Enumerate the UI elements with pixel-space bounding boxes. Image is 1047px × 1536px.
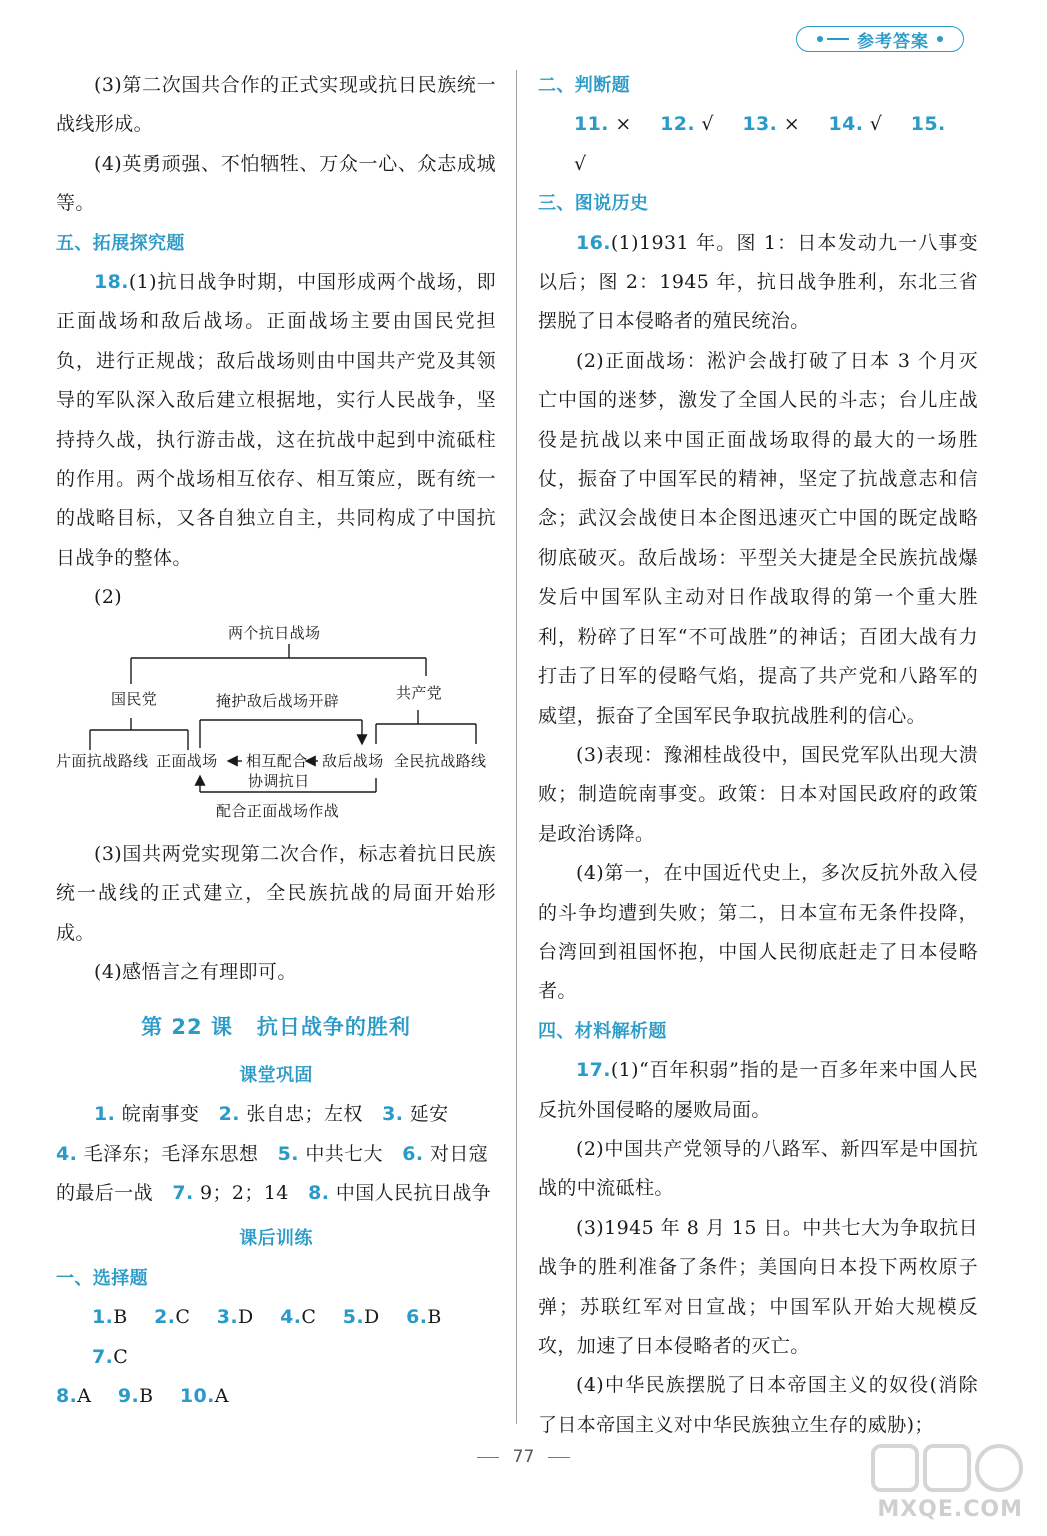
- section-heading-1: 一、选择题: [56, 1267, 148, 1289]
- choice-answer: [217, 1306, 254, 1328]
- answer-16-2: (2)正面战场：淞沪会战打破了日本 3 个月灭亡中国的迷梦，激发了全国人民的斗志；台儿庄战役是抗战以来中国正面战场取得的最大的一场胜仗，振奋了中国军民的精神，坚定了抗战意志和信念；武汉会战使日本企图迅速灭亡中国的既定战略彻底破灭。敌后战场：平型关大捷是全民族抗战爆发后中国军队主动对日作战取得的第一个重大胜利，粉碎了日军“不可战胜”的神话；百团大战有力打击了日军的侵略气焰，提高了共产党和八路军的威望，振奋了全国军民争取抗战胜利的信心。: [538, 349, 978, 727]
- choice-answer: [92, 1306, 128, 1328]
- answer-17-4-right: (4)中华民族摆脱了日本帝国主义的奴役(消除了日本帝国主义对中华民族独立生存的威胁)；: [538, 1374, 978, 1436]
- class-answer: [219, 1103, 363, 1125]
- answer-text: 皖南事变: [121, 1103, 200, 1126]
- answer-16-4: (4)第一，在中国近代史上，多次反抗外敌入侵的斗争均遭到失败；第二，日本宣布无条件投降，台湾回到祖国怀抱，中国人民彻底赶走了日本侵略者。: [538, 862, 978, 1003]
- after-class-title: 课后训练: [239, 1228, 313, 1250]
- badge-dot-icon: [817, 36, 823, 42]
- diagram-partial-line: 片面抗战路线: [56, 751, 149, 770]
- badge-dot-icon: [937, 36, 943, 42]
- answer-text: 中国人民抗日战争: [335, 1181, 492, 1204]
- lesson-number: 第 22 课: [141, 1015, 233, 1040]
- class-answers-cont: [56, 1135, 496, 1214]
- answer-text: 毛泽东；毛泽东思想: [83, 1142, 259, 1165]
- diagram-cover-label: 掩护敌后战场开辟: [216, 691, 340, 710]
- page-number-text: 77: [512, 1447, 535, 1467]
- class-answer: [308, 1182, 491, 1204]
- choice-answer: [56, 1385, 91, 1407]
- answer-18-3: (3)国共两党实现第二次合作，标志着抗日民族统一战线的正式建立，全民族抗战的局面开始形成。: [56, 842, 496, 944]
- answer-number: 2.: [218, 1103, 240, 1126]
- answer-number: 10.: [179, 1384, 215, 1407]
- choice-answers: [56, 1298, 496, 1377]
- choice-answer: [118, 1385, 154, 1407]
- diagram-mutual-2: 协调抗日: [248, 771, 310, 790]
- answer-number: 3.: [216, 1306, 238, 1329]
- answer-17-3-right: (3)1945 年 8 月 15 日。中共七大为争取抗日战争的胜利准备了条件；美国向日本投下两枚原子弹；苏联红军对日宣战；中国军队开始大规模反攻，加速了日本侵略者的灭亡。: [538, 1216, 978, 1357]
- answer-text: 张自忠；左权: [246, 1103, 363, 1126]
- answer-mark: ×: [615, 113, 632, 136]
- diagram-kmt-node: 国民党: [111, 689, 158, 708]
- choice-answer: [280, 1306, 316, 1328]
- answer-18-2-label: (2): [94, 586, 123, 609]
- answer-number: 5.: [277, 1142, 299, 1165]
- answer-number: 8.: [308, 1181, 330, 1204]
- answer-letter: A: [214, 1384, 229, 1407]
- answer-letter: B: [113, 1306, 128, 1329]
- choice-answer: [343, 1306, 380, 1328]
- answer-number: 8.: [56, 1384, 78, 1407]
- answer-text: (1)1931 年。图 1：日本发动九一八事变以后；图 2：1945 年，抗日战争胜利，东北三省摆脱了日本侵略者的殖民统治。: [538, 231, 978, 333]
- watermark: [869, 1442, 1029, 1522]
- class-answer: [382, 1103, 449, 1125]
- answer-17-1: [538, 1051, 978, 1130]
- diagram-rear-node: 敌后战场: [322, 751, 384, 770]
- dash-icon: [477, 1457, 499, 1458]
- answer-text: 中共七大: [305, 1142, 383, 1165]
- choice-answer: [180, 1385, 229, 1407]
- class-answer: [56, 1143, 258, 1165]
- class-answer: [278, 1143, 383, 1165]
- answer-16-3: (3)表现：豫湘桂战役中，国民党军队出现大溃败；制造皖南事变。政策：日本对国民政府的政策是政治诱降。: [538, 743, 978, 845]
- answer-16-1: [538, 224, 978, 342]
- answer-letter: B: [139, 1384, 154, 1407]
- answer-number: 7.: [172, 1181, 194, 1204]
- answer-text: 9；2；14: [200, 1181, 289, 1204]
- header-badge-text: 参考答案: [857, 31, 929, 52]
- answer-17-4: (4)英勇顽强、不怕牺牲、万众一心、众志成城等。: [56, 152, 496, 215]
- badge-line-icon: [827, 38, 849, 40]
- class-consolidation-title: 课堂巩固: [239, 1064, 313, 1086]
- choice-answer: [154, 1306, 190, 1328]
- answer-text: (1)“百年积弱”指的是一百多年来中国人民反抗外国侵略的屡败局面。: [538, 1059, 978, 1121]
- answer-number: 6.: [402, 1142, 424, 1165]
- header-badge: [796, 26, 964, 52]
- left-column: [56, 66, 496, 1416]
- answer-letter: A: [77, 1384, 92, 1407]
- question-number: 17.: [576, 1059, 611, 1082]
- answer-letter: C: [175, 1306, 191, 1329]
- judge-answers: [538, 105, 978, 184]
- diagram-top-node: 两个抗日战场: [228, 623, 321, 642]
- answer-letter: C: [301, 1306, 317, 1329]
- watermark-text: MXQE.COM: [877, 1497, 1023, 1522]
- answer-number: 1.: [92, 1306, 114, 1329]
- answer-letter: D: [237, 1306, 254, 1329]
- judge-answer: [742, 113, 800, 135]
- answer-letter: B: [427, 1306, 442, 1329]
- judge-answer: [828, 113, 882, 135]
- diagram-ccp-node: 共产党: [396, 683, 443, 702]
- answer-number: 15.: [910, 113, 946, 136]
- class-answers: [56, 1095, 496, 1134]
- answer-number: 4.: [56, 1142, 78, 1165]
- answer-letter: D: [363, 1306, 380, 1329]
- column-divider: [516, 70, 517, 1424]
- answer-18-4: (4)感悟言之有理即可。: [94, 960, 297, 983]
- battlefield-diagram: [56, 620, 496, 835]
- answer-letter: C: [113, 1345, 129, 1368]
- diagram-mutual-1: 相互配合: [246, 751, 308, 770]
- answer-mark: √: [574, 152, 587, 175]
- class-answer: [94, 1103, 199, 1125]
- watermark-logo-icon: [869, 1442, 1029, 1498]
- answer-number: 9.: [117, 1384, 140, 1407]
- answer-number: 2.: [154, 1306, 176, 1329]
- diagram-front-node: 正面战场: [156, 751, 218, 770]
- choice-answers-cont: [56, 1377, 496, 1416]
- answer-number: 14.: [828, 113, 864, 136]
- choice-answer: [92, 1346, 128, 1368]
- answer-17-2: (2)中国共产党领导的八路军、新四军是中国抗战的中流砥柱。: [538, 1137, 978, 1200]
- answer-text: 延安: [409, 1103, 449, 1126]
- answer-18-1: [56, 263, 496, 578]
- section-heading-5: 五、拓展探究题: [56, 232, 185, 254]
- answer-text: 对日寇的最后一战: [56, 1142, 489, 1204]
- class-answer: [172, 1182, 288, 1204]
- lesson-title: [56, 1008, 496, 1047]
- answer-mark: √: [869, 113, 883, 136]
- answer-number: 12.: [660, 113, 695, 136]
- diagram-coordinate-label: 配合正面战场作战: [216, 801, 340, 820]
- judge-answer: [660, 113, 714, 135]
- choice-answer: [406, 1306, 442, 1328]
- section-heading-4: 四、材料解析题: [538, 1020, 667, 1042]
- answer-text: (1)抗日战争时期，中国形成两个战场，即正面战场和敌后战场。正面战场主要由国民党担负，进行正规战；敌后战场则由中国共产党及其领导的军队深入敌后建立根据地，实行人民战争，坚持持久战，执行游击战，这在抗战中起到中流砥柱的作用。两个战场相互依存、相互策应，既有统一的战略目标，又各自独立自主，共同构成了中国抗日战争的整体。: [56, 271, 496, 569]
- question-number: 18.: [94, 271, 129, 294]
- answer-number: 5.: [342, 1306, 364, 1329]
- diagram-total-line: 全民抗战路线: [394, 751, 487, 770]
- answer-number: 7.: [92, 1345, 114, 1368]
- answer-17-3: (3)第二次国共合作的正式实现或抗日民族统一战线形成。: [56, 74, 496, 136]
- lesson-name: 抗日战争的胜利: [256, 1015, 411, 1040]
- section-heading-3: 三、图说历史: [538, 193, 649, 215]
- answer-number: 11.: [574, 113, 609, 136]
- answer-number: 3.: [382, 1103, 404, 1126]
- answer-number: 4.: [280, 1306, 302, 1329]
- answer-number: 6.: [406, 1306, 428, 1329]
- judge-answer: [574, 113, 632, 135]
- right-column: [538, 66, 978, 1445]
- answer-mark: √: [701, 113, 714, 136]
- section-heading-2: 二、判断题: [538, 75, 630, 96]
- answer-number: 13.: [742, 113, 778, 136]
- dash-icon: [548, 1457, 570, 1458]
- answer-number: 1.: [94, 1103, 116, 1126]
- question-number: 16.: [576, 231, 611, 254]
- answer-mark: ×: [783, 113, 801, 136]
